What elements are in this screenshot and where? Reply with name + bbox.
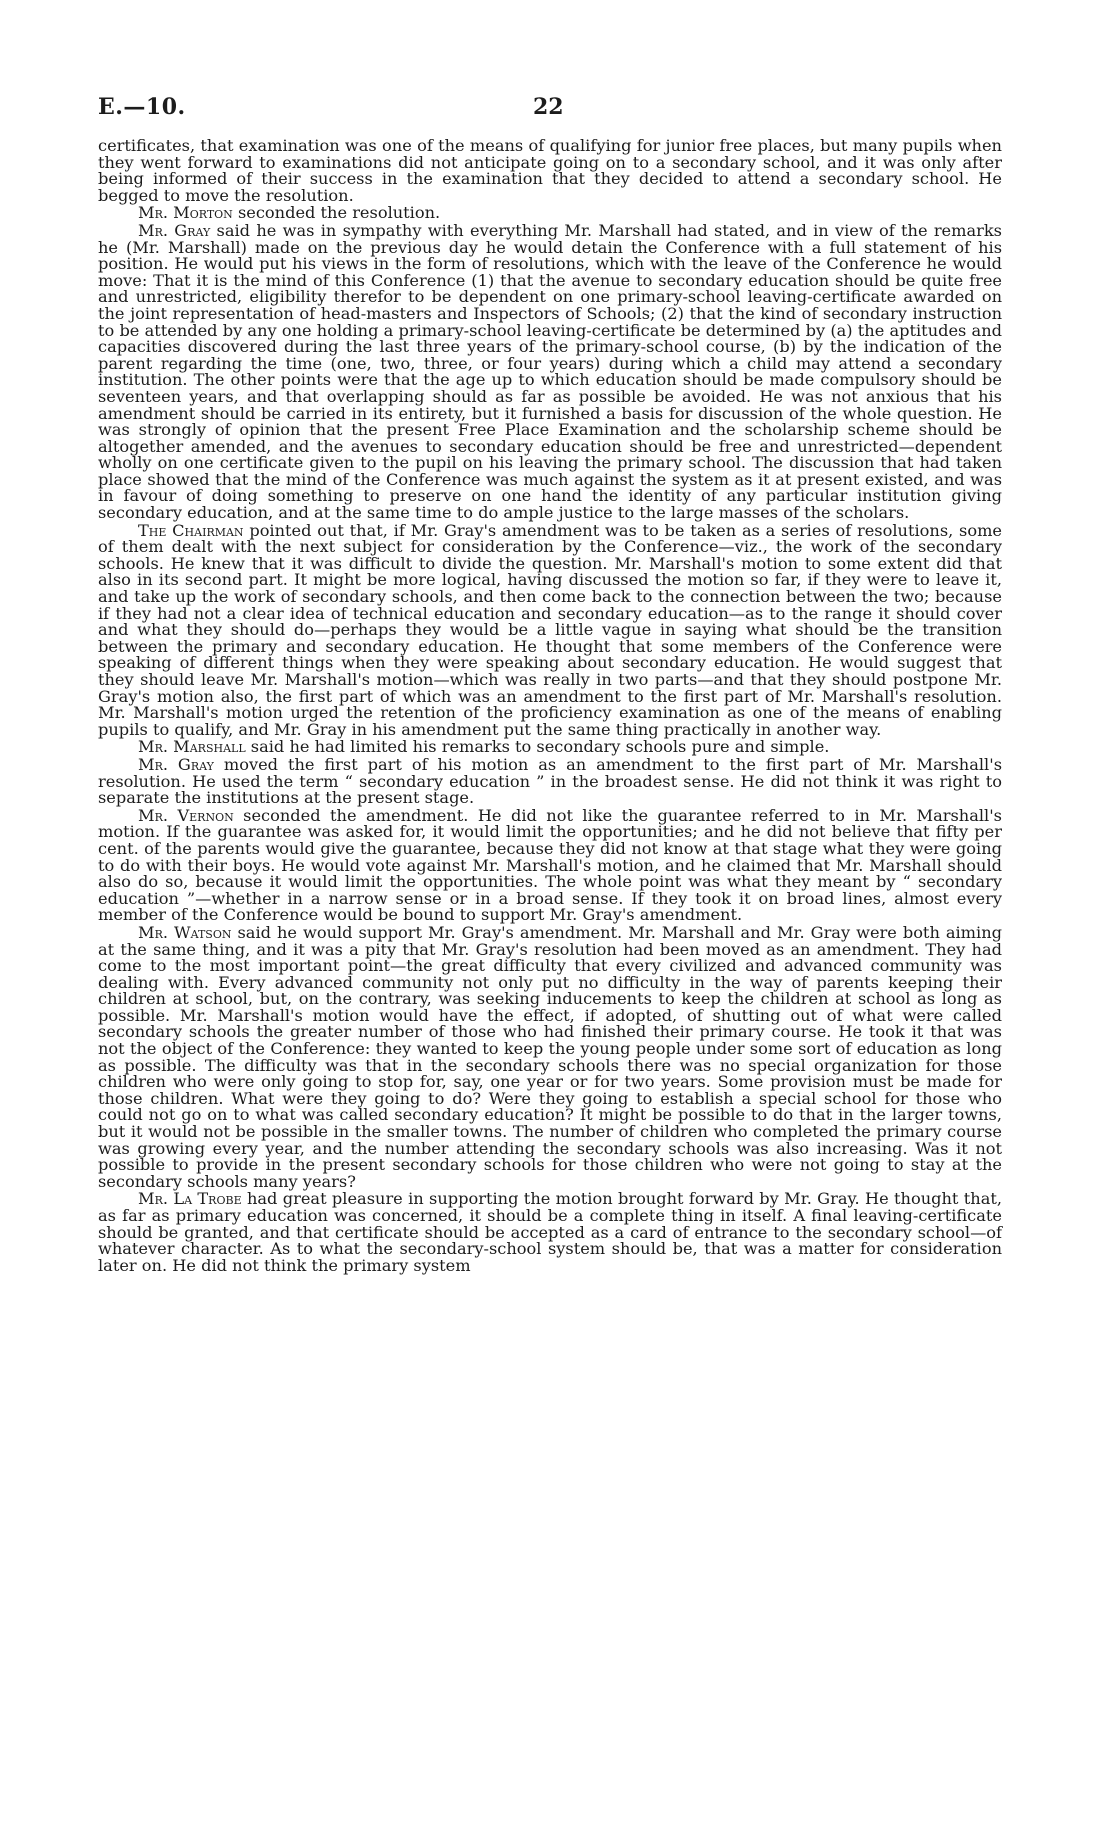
paragraph: [98, 138, 1002, 204]
paragraph-text: moved the first part of his motion as an amendment to the first part of Mr. Marshall's resolution. He used the term “ secondary education ” in the broadest sense. He did not think it was right to separate the institutions at the present stage.: [98, 754, 1002, 808]
paragraph-text: seconded the resolution.: [237, 203, 441, 223]
speaker-name: Mr. Watson: [138, 922, 232, 942]
speaker-name: Mr. La Trobe: [138, 1189, 242, 1209]
paragraph-text: said he was in sympathy with everything Mr. Marshall had stated, and in view of the remarks he (Mr. Marshall) made on the previous day he would detain the Conference with a full statement of his position. He would put his views in the form of resolutions, which with the leave of the Conference he would move: That it is the mind of this Conference (1) that the avenue to secondary education should be quite free and unrestricted, eligibility therefor to be dependent on one primary-school leaving-certificate awarded on the joint representation of head-masters and Inspectors of Schools; (2) that the kind of secondary instruction to be attended by any one holding a primary-school leaving-certificate be determined by (a) the aptitudes and capacities discovered during the last three years of the primary-school course, (b) by the indication of the parent regarding the time (one, two, three, or four years) during which a child may attend a secondary institution. The other points were that the age up to which education should be made compulsory should be seventeen years, and that overlapping should as far as possible be avoided. He was not anxious that his amendment should be carried in its entirety, but it furnished a basis for discussion of the whole question. He was strongly of opinion that the present Free Place Examination and the scholarship scheme should be altogether amended, and the avenues to secondary education should be free and unrestricted—dependent wholly on one certificate given to the pupil on his leaving the primary school. The discussion that had taken place showed that the mind of the Conference was much against the system as it at present existed, and was in favour of doing something to preserve on one hand the identity of any particular institution giving secondary education, and at the same time to do ample justice to the large masses of the scholars.: [98, 220, 1002, 523]
paragraph: [98, 520, 1003, 739]
speaker-name: Mr. Vernon: [138, 805, 234, 825]
paragraph-text: certificates, that examination was one of the means of qualifying for junior free places, but many pupils when they went forward to examinations did not anticipate going on to a secondary school, and it was only after being informed of their success in the examination that they decided to attend a secondary school. He begged to move the resolution.: [98, 136, 1002, 205]
speaker-name: Mr. Morton: [138, 203, 233, 223]
document-body: [98, 138, 1002, 1275]
paragraph-text: said he had limited his remarks to secondary schools pure and simple.: [250, 737, 830, 757]
paragraph: [98, 1191, 1002, 1274]
page-number: 22: [533, 94, 564, 120]
paragraph: [98, 739, 1002, 756]
paragraph-text: seconded the amendment. He did not like the guarantee referred to in Mr. Marshall's motion. If the guarantee was asked for, it would limit the opportunities; and he did not believe that fifty per cent. of the parents would give the guarantee, because they did not know at that stage what they were going to do with their boys. He would vote against Mr. Marshall's motion, and he claimed that Mr. Marshall should also do so, because it would limit the opportunities. The whole point was what they meant by “ secondary education ”—whether in a narrow sense or in a broad sense. If they took it on broad lines, almost every member of the Conference would be bound to support Mr. Gray's amendment.: [98, 805, 1002, 925]
paragraph: [98, 205, 1002, 222]
paragraph: [98, 922, 1002, 1191]
speaker-name: Mr. Marshall: [138, 737, 246, 757]
paragraph-text: said he would support Mr. Gray's amendment. Mr. Marshall and Mr. Gray were both aiming at the same thing, and it was a pity that Mr. Gray's resolution had been moved as an amendment. They had come to the most important point—the great difficulty that every civilized and advanced community was dealing with. Every advanced community not only put no difficulty in the way of parents keeping their children at school, but, on the contrary, was seeking inducements to keep the children at school as long as possible. Mr. Marshall's motion would have the effect, if adopted, of shutting out of what were called secondary schools the greater number of those who had finished their primary course. He took it that was not the object of the Conference: they wanted to keep the young people under some sort of education as long as possible. The difficulty was that in the secondary schools there was no special organization for those children who were only going to stop for, say, one year or for two years. Some provision must be made for those children. What were they going to do? Were they going to establish a special school for those who could not go on to what was called secondary education? It might be possible to do that in the larger towns, but it would not be possible in the smaller towns. The number of children who completed the primary course was growing every year, and the number attending the secondary schools was also increasing. Was it not possible to provide in the present secondary schools for those children who were not going to stay at the secondary schools many years?: [98, 922, 1002, 1191]
paragraph-text: pointed out that, if Mr. Gray's amendment was to be taken as a series of resolutions, some of them dealt with the next subject for consideration by the Conference—viz., the work of the secondary schools. He knew that it was difficult to divide the question. Mr. Marshall's motion to some extent did that also in its second part. It might be more logical, having discussed the motion so far, if they were to leave it, and take up the work of secondary schools, and then come back to the connection between the two; because if they had not a clear idea of technical education and secondary education—as to the range it should cover and what they should do—perhaps they would be a little vague in saying what should be the transition between the primary and secondary education. He thought that some members of the Conference were speaking of different things when they were speaking about secondary education. He would suggest that they should leave Mr. Marshall's motion—which was really in two parts—and that they should postpone Mr. Gray's motion also, the first part of which was an amendment to the first part of Mr. Marshall's resolution. Mr. Marshall's motion urged the retention of the proficiency examination as one of the means of enabling pupils to qualify, and Mr. Gray in his amendment put the same thing practically in another way.: [98, 520, 1003, 739]
document-reference: E.—10.: [98, 94, 186, 120]
paragraph-text: had great pleasure in supporting the motion brought forward by Mr. Gray. He thought that, as far as primary education was concerned, it should be a complete thing in itself. A final leaving-certificate should be granted, and that certificate should be accepted as a card of entrance to the secondary school—of whatever character. As to what the secondary-school system should be, that was a matter for consideration later on. He did not think the primary system: [98, 1189, 1003, 1275]
page-header: [98, 94, 1018, 124]
speaker-name: Mr. Gray: [138, 220, 211, 240]
speaker-name: Mr. Gray: [138, 754, 214, 774]
paragraph: [98, 754, 1002, 808]
paragraph: [98, 220, 1002, 523]
paragraph: [98, 805, 1002, 925]
speaker-name: The Chairman: [138, 520, 244, 540]
